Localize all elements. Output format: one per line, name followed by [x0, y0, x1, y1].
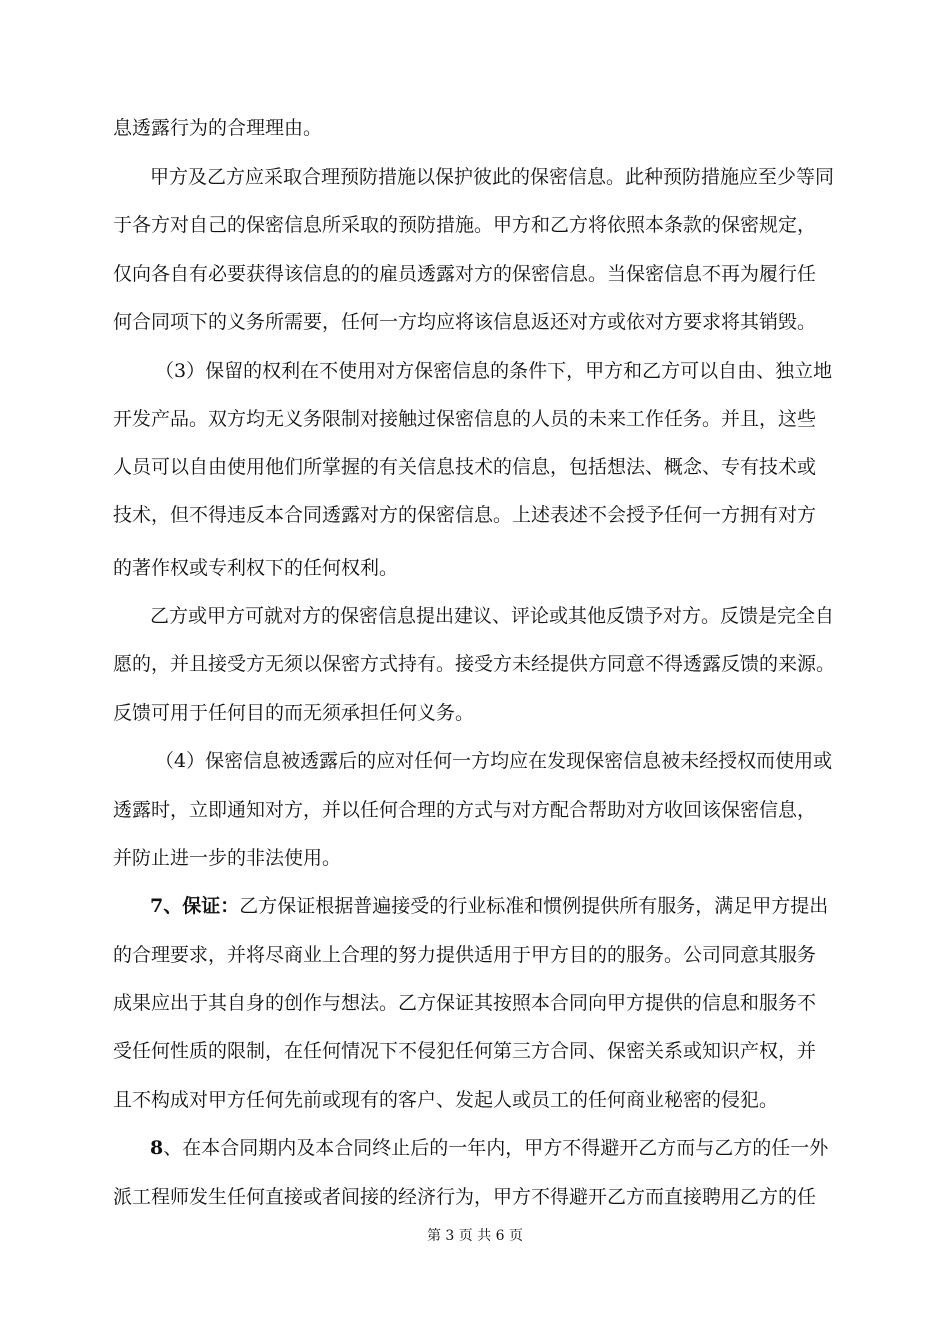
text-line: 透露时，立即通知对方，并以任何合理的方式与对方配合帮助对方收回该保密信息，: [113, 799, 817, 821]
text-line: 派工程师发生任何直接或者间接的经济行为，甲方不得避开乙方而直接聘用乙方的任: [113, 1186, 817, 1208]
text-line: 的合理要求，并将尽商业上合理的努力提供适用于甲方目的的服务。公司同意其服务: [113, 944, 817, 966]
text-line: 乙方或甲方可就对方的保密信息提出建议、评论或其他反馈予对方。反馈是完全自: [150, 605, 835, 627]
text-line: 甲方及乙方应采取合理预防措施以保护彼此的保密信息。此种预防措施应至少等同: [150, 166, 835, 188]
clause-8-number: 8: [150, 1137, 164, 1159]
text-line: （3）保留的权利在不使用对方保密信息的条件下，甲方和乙方可以自由、独立地: [155, 360, 833, 382]
text-line: 人员可以自由使用他们所掌握的有关信息技术的信息，包括想法、概念、专有技术或: [113, 456, 817, 478]
text-line: 反馈可用于任何目的而无须承担任何义务。: [113, 702, 475, 724]
text-line: 于各方对自己的保密信息所采取的预防措施。甲方和乙方将依照本条款的保密规定，: [113, 214, 817, 236]
text-line: 且不构成对甲方任何先前或现有的客户、发起人或员工的任何商业秘密的侵犯。: [113, 1089, 779, 1111]
page-footer: 第 3 页 共 6 页: [426, 1228, 524, 1244]
text-line: 息透露行为的合理理由。: [113, 117, 323, 139]
text-line: （4）保密信息被透露后的应对任何一方均应在发现保密信息被未经授权而使用或: [155, 750, 833, 772]
warranty-text: 乙方保证根据普遍接受的行业标准和惯例提供所有服务，满足甲方提出: [239, 895, 829, 917]
text-line: 愿的，并且接受方无须以保密方式持有。接受方未经提供方同意不得透露反馈的来源。: [113, 653, 836, 675]
text-line: 受任何性质的限制，在任何情况下不侵犯任何第三方合同、保密关系或知识产权，并: [113, 1040, 817, 1062]
text-line: 开发产品。双方均无义务限制对接触过保密信息的人员的未来工作任务。并且，这些: [113, 408, 817, 430]
text-line: 成果应出于其自身的创作与想法。乙方保证其按照本合同向甲方提供的信息和服务不: [113, 992, 817, 1014]
text-line-warranty: [150, 891, 843, 921]
clause-8-text: 、在本合同期内及本合同终止后的一年内，甲方不得避开乙方而与乙方的任一外: [163, 1137, 829, 1159]
text-line: 技术，但不得违反本合同透露对方的保密信息。上述表述不会授予任何一方拥有对方: [113, 504, 817, 526]
text-line-clause8: [150, 1133, 843, 1163]
text-line: 并防止进一步的非法使用。: [113, 847, 342, 869]
warranty-heading: 7、保证：: [150, 895, 240, 917]
text-line: 的著作权或专利权下的任何权利。: [113, 557, 399, 579]
text-line: 仅向各自有必要获得该信息的的雇员透露对方的保密信息。当保密信息不再为履行任: [113, 263, 817, 285]
text-line: 何合同项下的义务所需要，任何一方均应将该信息返还对方或依对方要求将其销毁。: [113, 311, 817, 333]
